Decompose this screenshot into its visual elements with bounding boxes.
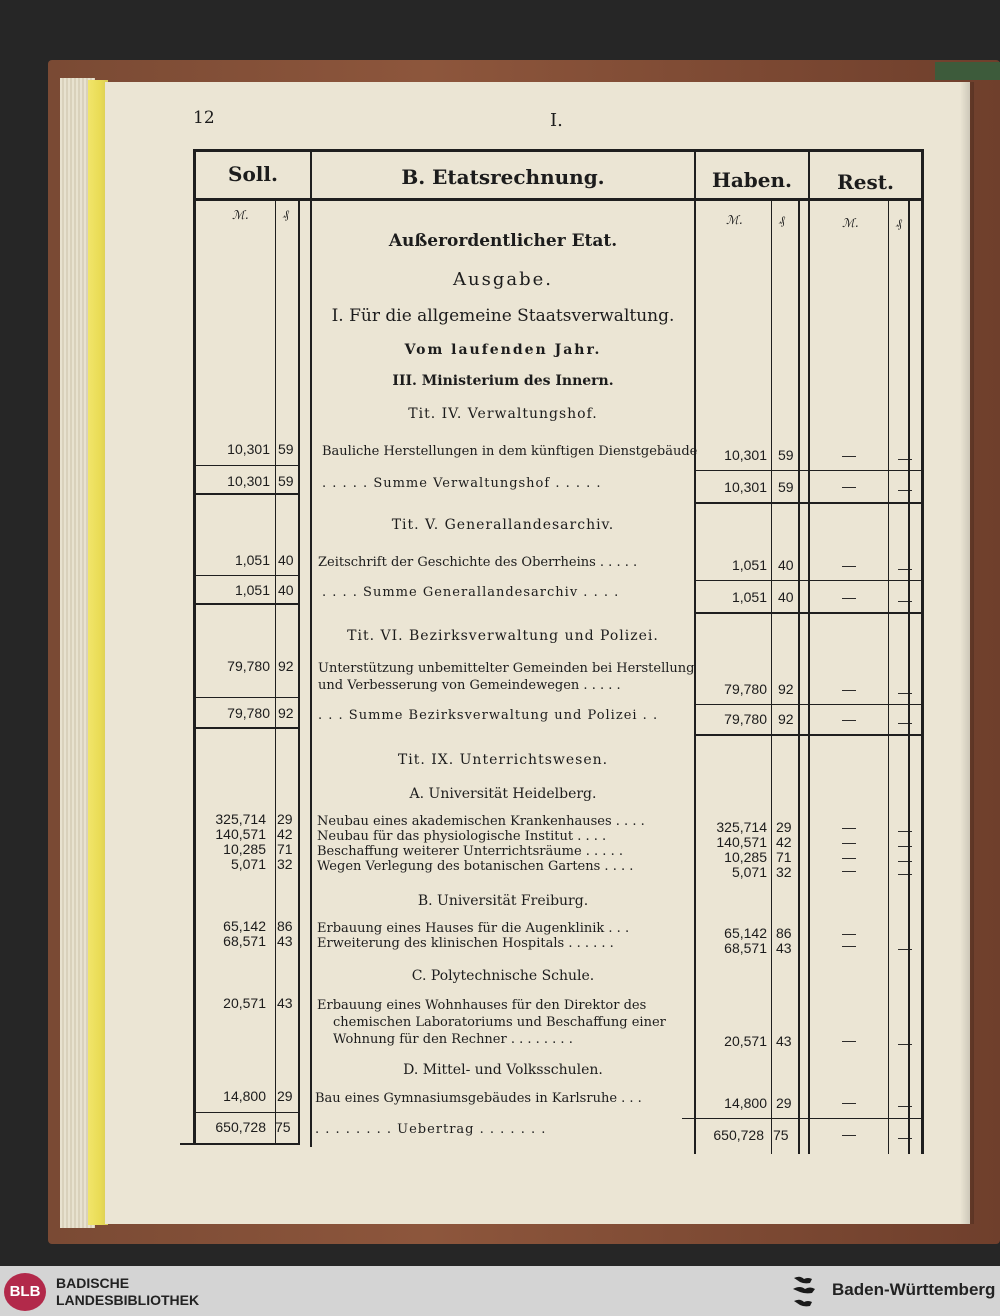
soll-mark: 10,301 [227,441,270,457]
col-rule [771,201,772,1154]
col-rule [888,201,889,1154]
rest-dash: — [842,937,856,953]
soll-mark: 5,071 [230,856,266,872]
soll-pf: 29 [277,1088,293,1104]
rest-dash: — [842,447,856,463]
unit-pf: ₰ [283,207,289,221]
rest-dash: — [842,711,856,727]
row-text: . . . . . Summe Verwaltungshof . . . . . [322,476,602,491]
section-rule [196,727,298,729]
unit-mark: ℳ. [726,213,743,227]
year-heading: Vom laufenden Jahr. [404,342,602,358]
haben-mark: 325,714 [716,819,767,835]
soll-mark: 10,301 [227,473,270,489]
soll-pf: 29 [277,811,293,827]
rest-dash: — [898,822,912,838]
row-text: Erweiterung des klinischen Hospitals . . . . . . [317,936,614,951]
row-text: Zeitschrift der Geschichte des Oberrheins . . . . . [318,555,638,570]
rest-dash: — [898,1129,912,1145]
unit-pf: ₰ [779,213,785,227]
haben-mark: 1,051 [731,557,767,573]
row-text-line2: und Verbesserung von Gemeindewegen . . . . . [318,678,621,693]
rest-dash: — [842,681,856,697]
rest-dash: — [842,925,856,941]
sub-c-heading: C. Polytechnische Schule. [411,968,595,984]
etat-heading: Außerordentlicher Etat. [388,231,618,251]
rest-dash: — [842,589,856,605]
title-header: B. Etatsrechnung. [401,165,605,189]
soll-pf: 32 [277,856,293,872]
haben-pf: 40 [778,589,794,605]
rest-dash: — [842,834,856,850]
soll-pf: 43 [277,933,293,949]
haben-pf: 59 [778,447,794,463]
rest-header: Rest. [837,170,894,194]
state-label[interactable]: Baden-Württemberg [832,1280,996,1299]
ausgabe-heading: Ausgabe. [453,269,553,290]
soll-pf: 40 [278,552,294,568]
row-text: . . . . . . . . Uebertrag . . . . . . . [315,1122,547,1137]
haben-mark: 10,301 [724,479,767,495]
soll-mark: 1,051 [234,552,270,568]
row-text-line3: Wohnung für den Rechner . . . . . . . . [333,1032,573,1047]
haben-mark: 14,800 [724,1095,767,1111]
haben-mark: 65,142 [724,925,767,941]
haben-pf: 43 [776,940,792,956]
row-text-line2: chemischen Laboratoriums und Beschaffung einer [333,1015,666,1030]
rest-dash: — [842,819,856,835]
col-rule [798,201,800,1154]
soll-mark: 10,285 [223,841,266,857]
col-rule [908,201,910,1154]
row-text-line1: Erbauung eines Wohnhauses für den Direktor des [317,998,647,1013]
haben-mark: 20,571 [724,1033,767,1049]
haben-mark: 1,051 [731,589,767,605]
haben-mark: 10,301 [724,447,767,463]
cover-corner [935,62,1000,80]
haben-mark: 650,728 [713,1127,764,1143]
haben-pf: 32 [776,864,792,880]
sum-rule [196,465,298,466]
row-text: . . . . Summe Generallandesarchiv . . . . [322,585,620,600]
section-rule [196,603,298,605]
haben-mark: 10,285 [724,849,767,865]
soll-pf: 71 [277,841,293,857]
rest-dash: — [898,560,912,576]
soll-mark: 1,051 [234,582,270,598]
sub-d-heading: D. Mittel- und Volksschulen. [403,1062,603,1078]
sum-rule [696,580,921,581]
tit5-heading: Tit. V. Generallandesarchiv. [391,517,615,533]
unit-mark: ℳ. [232,208,249,222]
haben-pf: 59 [778,479,794,495]
rest-dash: — [898,865,912,881]
rest-dash: — [898,592,912,608]
haben-pf: 92 [778,681,794,697]
col-rule [275,201,276,1145]
tit9-heading: Tit. IX. Unterrichtswesen. [397,752,609,768]
col-rule [694,152,696,1154]
soll-mark: 325,714 [215,811,266,827]
col-rule [808,152,810,1154]
soll-pf: 59 [278,441,294,457]
sum-rule [696,704,921,705]
row-text: Neubau für das physiologische Institut . . . . [317,829,607,844]
haben-header: Haben. [711,168,793,192]
section-numeral: I. [550,110,563,131]
haben-pf: 92 [778,711,794,727]
soll-pf: 42 [277,826,293,842]
haben-pf: 40 [778,557,794,573]
sum-rule [696,470,921,471]
unit-mark: ℳ. [842,216,859,230]
row-text-line1: Unterstützung unbemittelter Gemeinden bei Herstellung [318,661,695,676]
rest-dash: — [842,1032,856,1048]
section-rule [196,493,298,495]
row-text: . . . Summe Bezirksverwaltung und Polizei . . [318,708,659,723]
rest-dash: — [898,450,912,466]
haben-mark: 140,571 [716,834,767,850]
section-rule [696,612,921,614]
page [105,82,970,1224]
page-number: 12 [193,108,215,128]
haben-pf: 29 [776,1095,792,1111]
rest-dash: — [898,837,912,853]
haben-mark: 79,780 [724,711,767,727]
soll-mark: 140,571 [215,826,266,842]
total-rule [196,1112,298,1113]
row-text: Bauliche Herstellungen in dem künftigen Dienstgebäude [322,444,698,459]
table-frame-top [193,149,924,152]
soll-mark: 20,571 [223,995,266,1011]
lions-coat-of-arms-icon[interactable] [790,1274,824,1310]
haben-pf: 42 [776,834,792,850]
soll-mark: 14,800 [223,1088,266,1104]
total-rule [682,1118,921,1119]
rest-dash: — [842,849,856,865]
sub-a-heading: A. Universität Heidelberg. [409,786,597,802]
tit4-heading: Tit. IV. Verwaltungshof. [408,406,598,422]
soll-mark: 79,780 [227,658,270,674]
haben-mark: 79,780 [724,681,767,697]
table-bottom-left [180,1143,300,1145]
rest-dash: — [898,684,912,700]
rest-dash: — [898,714,912,730]
soll-mark: 65,142 [223,918,266,934]
rest-dash: — [842,1094,856,1110]
page-shadow [960,82,974,1224]
soll-pf: 92 [278,705,294,721]
soll-pf: 86 [277,918,293,934]
section-rule [696,502,921,504]
section-rule [696,734,921,736]
rest-dash: — [898,1035,912,1051]
col-rule [310,152,312,1147]
row-text: Erbauung eines Hauses für die Augenklinik . . . [317,921,630,936]
library-name-line2: LANDESBIBLIOTHEK [56,1292,200,1308]
haben-pf: 75 [773,1127,789,1143]
footer-bar [0,1266,1000,1316]
blb-logo[interactable]: BLB [4,1273,46,1311]
library-name[interactable] [56,1275,199,1309]
sum-rule [196,575,298,576]
library-name-line1: BADISCHE [56,1275,130,1291]
rest-dash: — [842,557,856,573]
soll-mark: 650,728 [215,1119,266,1135]
tit6-heading: Tit. VI. Bezirksverwaltung und Polizei. [347,628,659,644]
haben-mark: 68,571 [724,940,767,956]
rest-dash: — [898,481,912,497]
haben-mark: 5,071 [731,864,767,880]
rest-dash: — [842,1126,856,1142]
row-text: Wegen Verlegung des botanischen Gartens . . . . [317,859,634,874]
header-rule [196,198,921,201]
unit-pf: ₰ [896,216,902,230]
soll-pf: 75 [275,1119,291,1135]
rest-dash: — [842,478,856,494]
rest-dash: — [898,940,912,956]
ministry-heading: III. Ministerium des Innern. [392,373,614,389]
table-frame-right [921,149,924,1154]
soll-mark: 79,780 [227,705,270,721]
soll-header: Soll. [228,162,278,186]
soll-mark: 68,571 [223,933,266,949]
soll-pf: 92 [278,658,294,674]
rest-dash: — [898,852,912,868]
row-text: Bau eines Gymnasiumsgebäudes in Karlsruhe . . . [315,1091,642,1106]
haben-pf: 43 [776,1033,792,1049]
haben-pf: 71 [776,849,792,865]
haben-pf: 86 [776,925,792,941]
part-heading: I. Für die allgemeine Staatsverwaltung. [331,306,675,326]
sum-rule [196,697,298,698]
soll-pf: 43 [277,995,293,1011]
haben-pf: 29 [776,819,792,835]
soll-pf: 59 [278,473,294,489]
rest-dash: — [898,1097,912,1113]
col-rule [298,201,300,1145]
row-text: Beschaffung weiterer Unterrichtsräume . . . . . [317,844,623,859]
sub-b-heading: B. Universität Freiburg. [417,893,589,909]
rest-dash: — [842,862,856,878]
row-text: Neubau eines akademischen Krankenhauses . . . . [317,814,645,829]
soll-pf: 40 [278,582,294,598]
